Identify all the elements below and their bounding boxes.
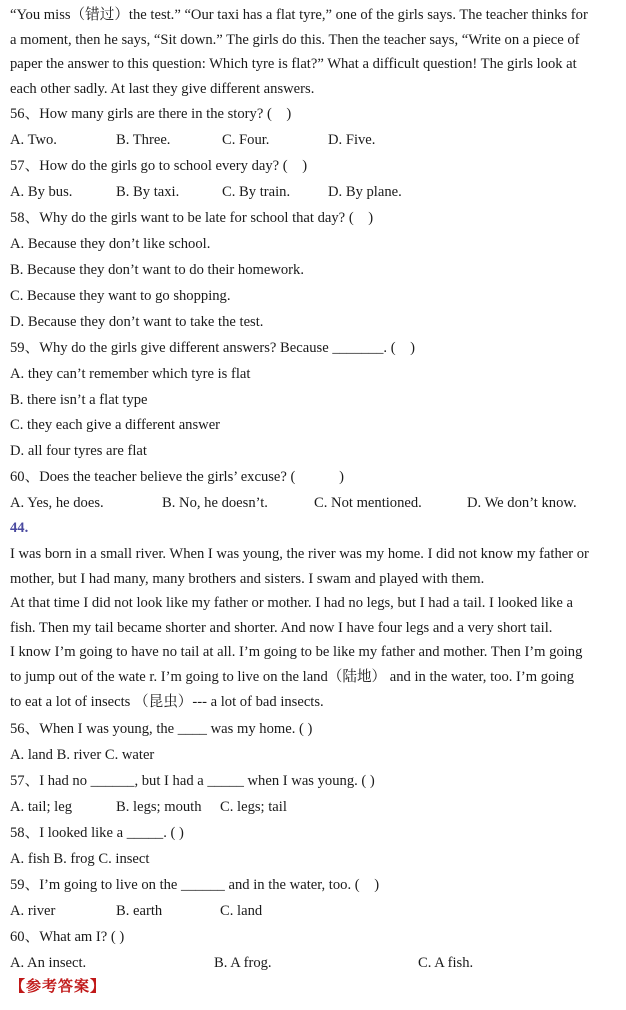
b59-option-a: A. river	[10, 903, 56, 919]
q60-option-a: A. Yes, he does.	[10, 495, 104, 511]
q56-option-a: A. Two.	[10, 132, 57, 148]
question-b56-stem: 56、When I was young, the ____ was my home. ( )	[10, 721, 313, 737]
passage1-line: each other sadly. At last they give different answers.	[10, 81, 315, 97]
q59-option-b: B. there isn’t a flat type	[10, 392, 148, 408]
passage2-line: to eat a lot of insects （昆虫）--- a lot of bad insects.	[10, 694, 324, 710]
b57-option-b: B. legs; mouth	[116, 799, 202, 815]
question-59-stem: 59、Why do the girls give different answers? Because _______. ( )	[10, 340, 416, 356]
q59-option-c: C. they each give a different answer	[10, 417, 221, 433]
b60-option-a: A. An insect.	[10, 955, 87, 971]
q56-option-b: B. Three.	[116, 132, 171, 148]
b57-option-a: A. tail; leg	[10, 799, 73, 815]
q60-option-b: B. No, he doesn’t.	[162, 495, 268, 511]
question-b59-stem: 59、I’m going to live on the ______ and in the water, too. ( )	[10, 877, 380, 893]
question-b58-stem: 58、I looked like a _____. ( )	[10, 825, 184, 841]
question-58-stem: 58、Why do the girls want to be late for school that day? ( )	[10, 210, 374, 226]
passage2-line: At that time I did not look like my father or mother. I had no legs, but I had a tail. I looked like a	[10, 595, 573, 611]
b57-option-c: C. legs; tail	[220, 799, 287, 815]
b59-option-b: B. earth	[116, 903, 163, 919]
passage1-line: a moment, then he says, “Sit down.” The girls do this. Then the teacher says, “Write on a piece of	[10, 32, 580, 48]
question-b60-stem: 60、What am I? ( )	[10, 929, 125, 945]
b60-option-c: C. A fish.	[418, 955, 474, 971]
section-number: 44.	[10, 520, 29, 536]
passage2-line: mother, but I had many, many brothers and sisters. I swam and played with them.	[10, 571, 485, 587]
q57-option-d: D. By plane.	[328, 184, 402, 200]
question-b57-stem: 57、I had no ______, but I had a _____ when I was young. ( )	[10, 773, 375, 789]
q58-option-c: C. Because they want to go shopping.	[10, 288, 231, 304]
b58-options: A. fish B. frog C. insect	[10, 851, 150, 867]
passage2-line: to jump out of the wate r. I’m going to live on the land（陆地） and in the water, too. I’m going	[10, 669, 575, 685]
question-57-stem: 57、How do the girls go to school every day? ( )	[10, 158, 308, 174]
passage2-line: I know I’m going to have no tail at all. I’m going to be like my father and mother. Then I’m going	[10, 644, 583, 660]
q57-option-c: C. By train.	[222, 184, 291, 200]
q57-option-b: B. By taxi.	[116, 184, 180, 200]
q57-option-a: A. By bus.	[10, 184, 73, 200]
passage2-line: I was born in a small river. When I was young, the river was my home. I did not know my father or	[10, 546, 589, 562]
q60-option-c: C. Not mentioned.	[314, 495, 422, 511]
q60-option-d: D. We don’t know.	[467, 495, 577, 511]
question-56-stem: 56、How many girls are there in the story? ( )	[10, 106, 292, 122]
passage1-line: “You miss（错过）the test.” “Our taxi has a flat tyre,” one of the girls says. The teacher thinks for	[10, 7, 588, 23]
passage1-line: paper the answer to this question: Which tyre is flat?” What a difficult question! The girls look at	[10, 56, 577, 72]
passage2-line: fish. Then my tail became shorter and shorter. And now I have four legs and a very short tail.	[10, 620, 553, 636]
question-60-stem: 60、Does the teacher believe the girls’ excuse? ( )	[10, 469, 345, 485]
answer-key-heading: 【参考答案】	[10, 979, 107, 995]
b56-options: A. land B. river C. water	[10, 747, 155, 763]
q58-option-a: A. Because they don’t like school.	[10, 236, 211, 252]
q59-option-a: A. they can’t remember which tyre is flat	[10, 366, 251, 382]
q58-option-d: D. Because they don’t want to take the test.	[10, 314, 264, 330]
q59-option-d: D. all four tyres are flat	[10, 443, 147, 459]
q58-option-b: B. Because they don’t want to do their homework.	[10, 262, 304, 278]
q56-option-c: C. Four.	[222, 132, 270, 148]
b60-option-b: B. A frog.	[214, 955, 272, 971]
b59-option-c: C. land	[220, 903, 263, 919]
q56-option-d: D. Five.	[328, 132, 376, 148]
